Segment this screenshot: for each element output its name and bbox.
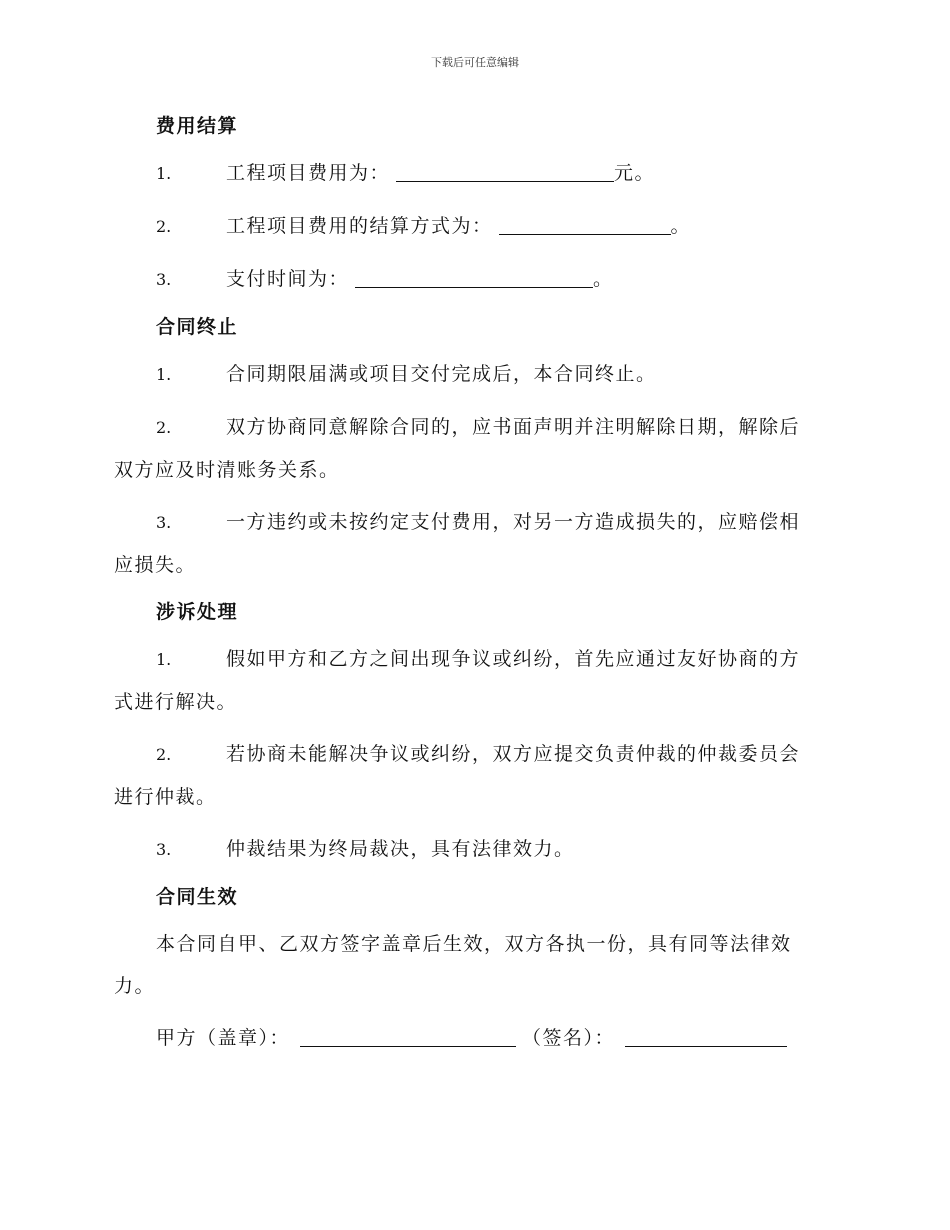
list-item (114, 733, 834, 776)
item-text: 若协商未能解决争议或纠纷，双方应提交负责仲裁的仲裁委员会 (226, 743, 801, 765)
contract-document (114, 110, 834, 1059)
item-number: 2. (156, 217, 172, 236)
item-number: 1. (156, 164, 172, 183)
item-suffix: 元。 (614, 162, 656, 184)
party-a-sign-blank[interactable] (625, 1026, 787, 1047)
item-number: 1. (156, 365, 172, 384)
item-text: 一方违约或未按约定支付费用，对另一方造成损失的，应赔偿相 (226, 511, 801, 533)
list-item (114, 638, 834, 681)
item-text: 仲裁结果为终局裁决，具有法律效力。 (226, 838, 575, 860)
section-title-fee: 费用结算 (156, 115, 239, 137)
item-continuation: 式进行解决。 (114, 691, 238, 713)
party-a-label: 甲方（盖章）： (156, 1027, 291, 1049)
signature-line (114, 1017, 834, 1059)
item-number: 2. (156, 745, 172, 764)
list-item (114, 501, 834, 544)
item-suffix: 。 (670, 215, 692, 237)
item-text: 支付时间为： (226, 268, 350, 290)
effect-paragraph-continuation: 力。 (114, 975, 156, 997)
item-continuation: 应损失。 (114, 554, 197, 576)
item-number: 1. (156, 650, 172, 669)
party-a-seal-blank[interactable] (300, 1026, 516, 1047)
effect-paragraph: 本合同自甲、乙双方签字盖章后生效，双方各执一份，具有同等法律效 (156, 933, 792, 955)
list-item (114, 353, 834, 396)
item-number: 3. (156, 513, 172, 532)
list-item (114, 406, 834, 449)
list-item (114, 205, 834, 248)
item-number: 3. (156, 840, 172, 859)
item-number: 3. (156, 270, 172, 289)
list-item (114, 258, 834, 301)
section-title-termination: 合同终止 (156, 316, 239, 338)
fill-blank-method[interactable] (499, 214, 671, 235)
item-text: 工程项目费用为： (226, 162, 391, 184)
item-continuation: 双方应及时清账务关系。 (114, 459, 340, 481)
fill-blank-payment-time[interactable] (355, 267, 593, 288)
section-title-effect: 合同生效 (156, 886, 239, 908)
item-continuation: 进行仲裁。 (114, 786, 217, 808)
item-text: 双方协商同意解除合同的，应书面声明并注明解除日期，解除后 (226, 416, 801, 438)
list-item (114, 152, 834, 195)
page-header: 下载后可任意编辑 (431, 56, 519, 69)
sign-label: （签名）： (522, 1027, 616, 1049)
section-title-dispute: 涉诉处理 (156, 601, 239, 623)
item-suffix: 。 (593, 268, 614, 290)
item-text: 假如甲方和乙方之间出现争议或纠纷，首先应通过友好协商的方 (226, 648, 801, 670)
item-text: 合同期限届满或项目交付完成后，本合同终止。 (226, 363, 657, 385)
list-item (114, 828, 834, 871)
fill-blank-amount[interactable] (396, 161, 614, 182)
item-text: 工程项目费用的结算方式为： (226, 215, 493, 237)
item-number: 2. (156, 418, 172, 437)
